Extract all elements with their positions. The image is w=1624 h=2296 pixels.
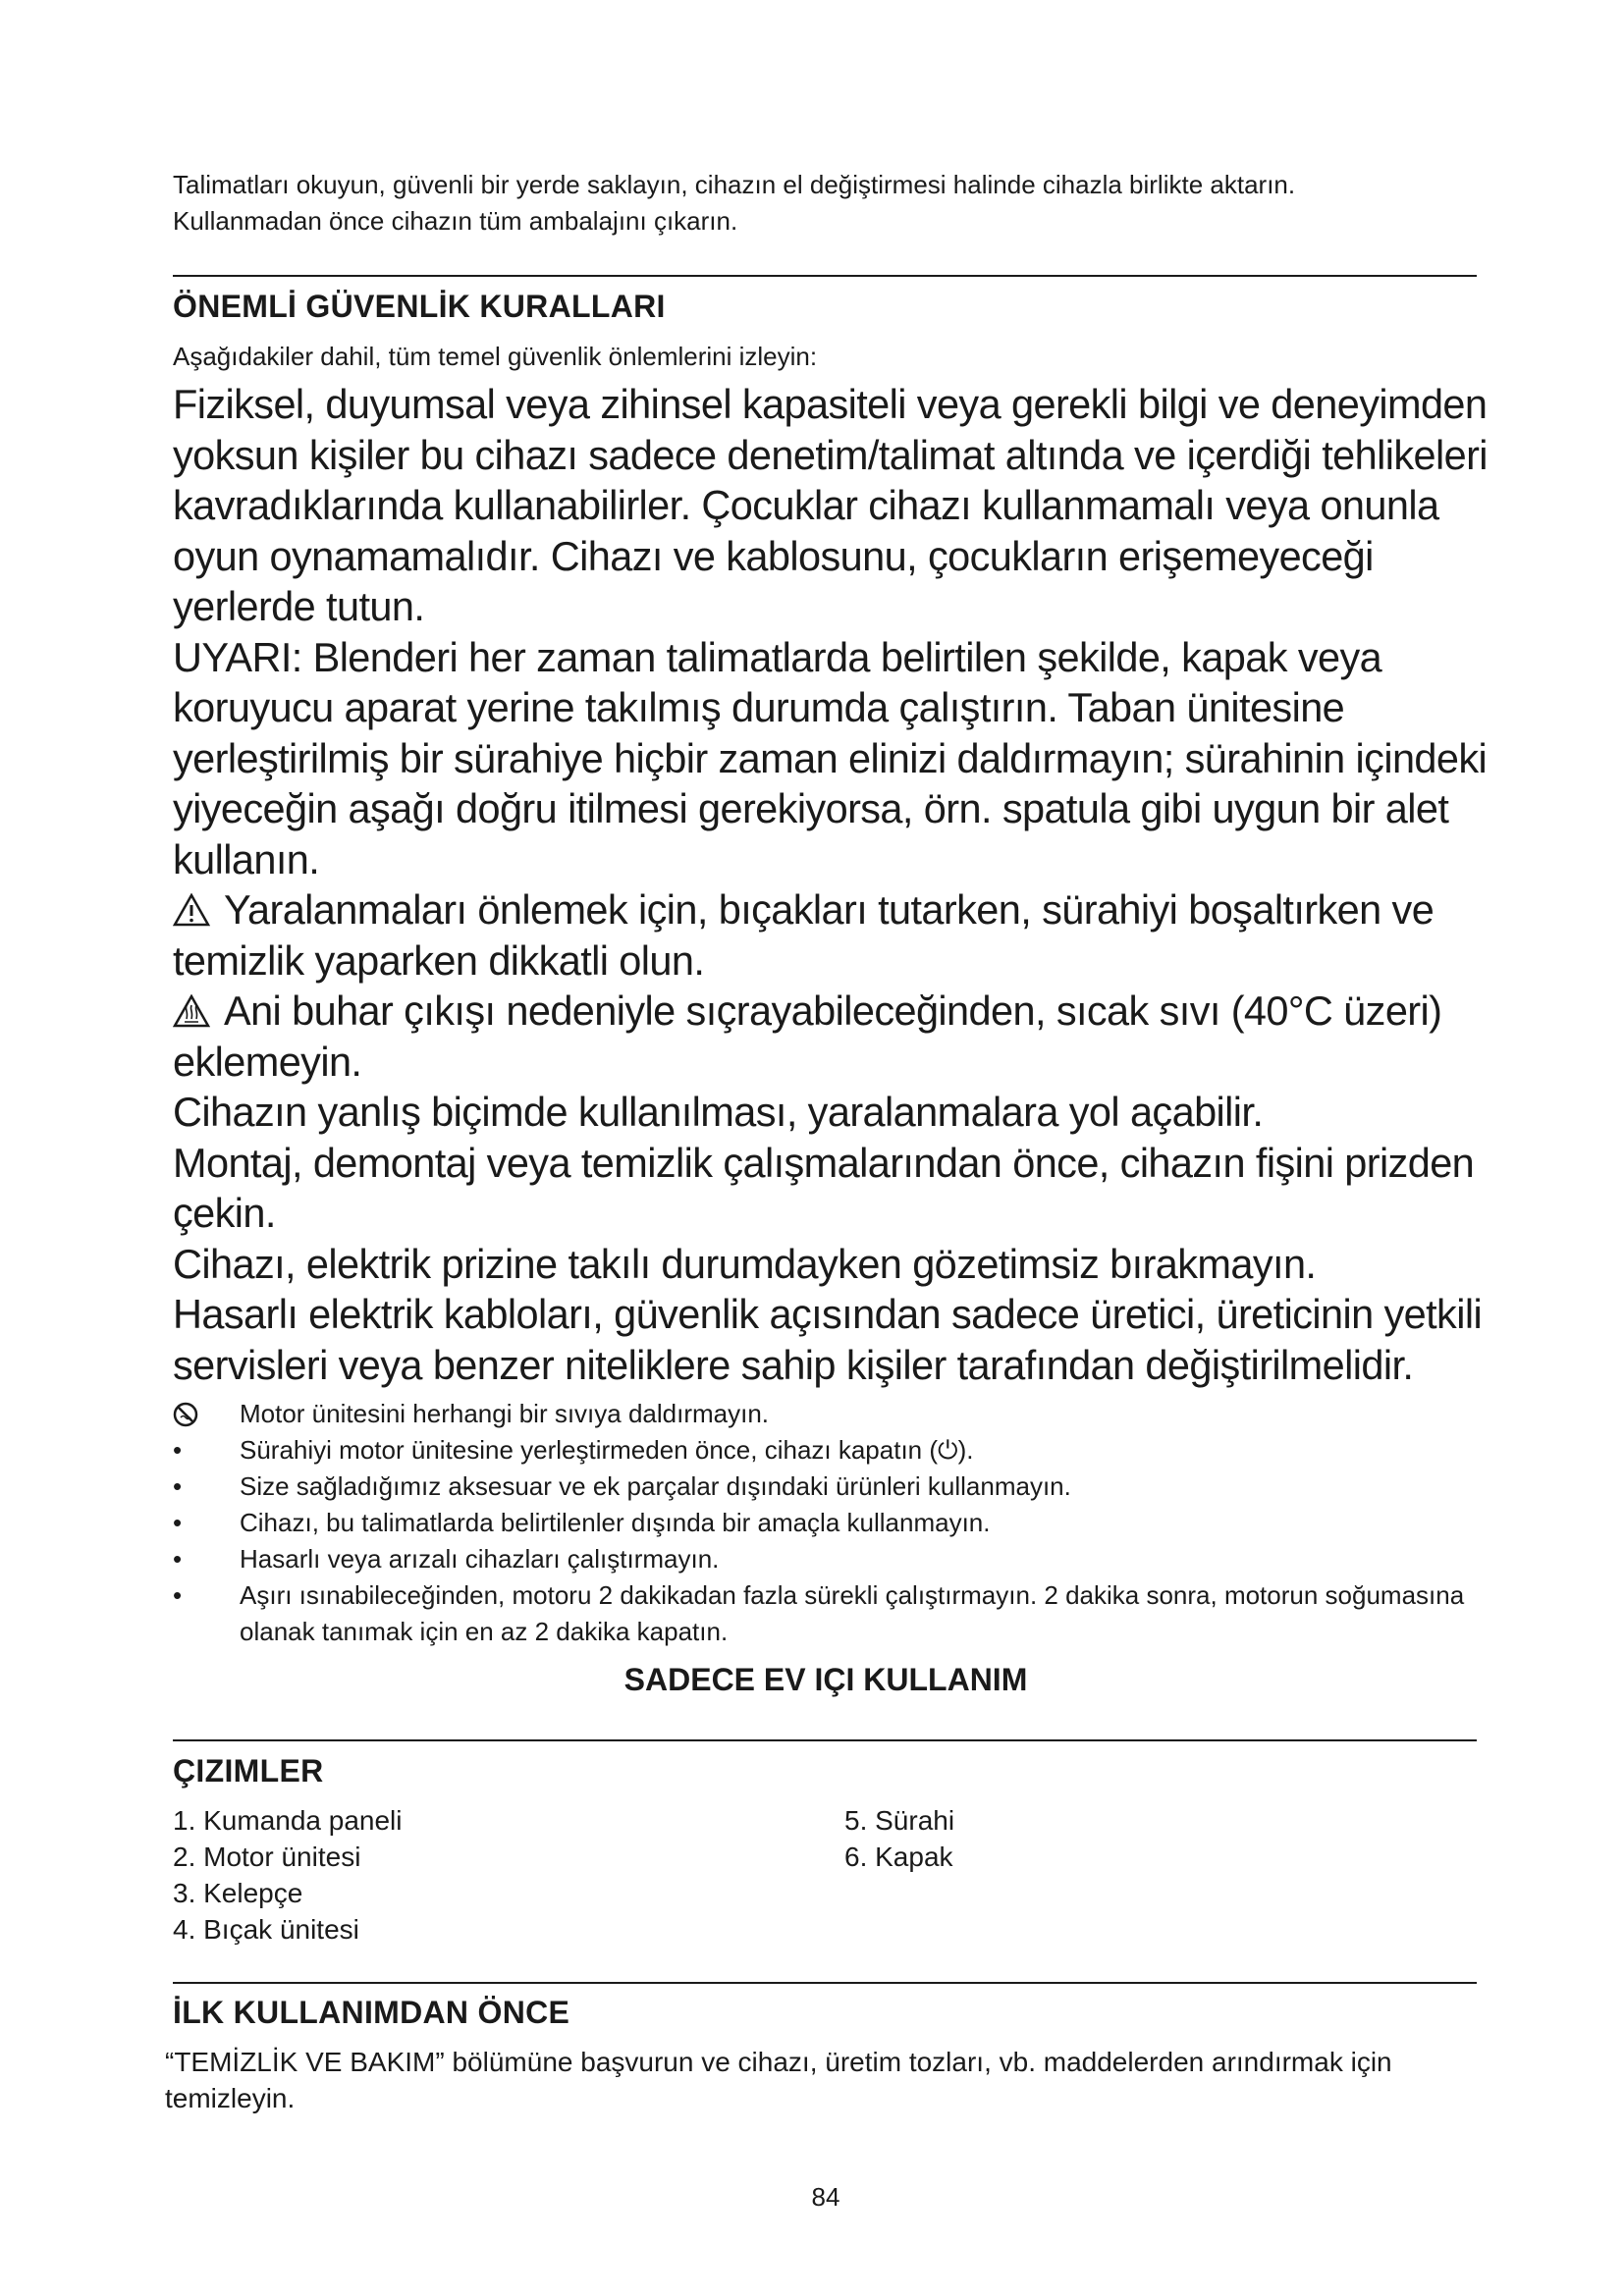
list-item-text: Aşırı ısınabileceğinden, motoru 2 dakikadan fazla sürekli çalıştırmayın. 2 dakika sonra, motorun soğumasına olanak tanımak için en az 2 dakika kapatın. [240,1580,1465,1646]
list-item-text: Cihazı, bu talimatlarda belirtilenler dışında bir amaçla kullanmayın. [240,1508,991,1537]
list-item [173,1541,1479,1577]
warning-triangle-icon [173,893,210,927]
page-number: 84 [811,2182,840,2212]
list-item-text: Motor ünitesini herhangi bir sıvıya daldırmayın. [240,1399,770,1428]
divider [173,1982,1477,1984]
bullet: • [173,1508,183,1537]
list-item-text: Size sağladığımız aksesuar ve ek parçalar dışındaki ürünleri kullanmayın. [240,1471,1071,1501]
part-item: 4. Bıçak ünitesi [173,1914,359,1945]
safety-list [173,1396,1479,1650]
list-item [173,1468,1479,1505]
parts-list-right [844,1802,954,1875]
safety-warnings [173,379,1489,1390]
safety-subtext: Aşağıdakiler dahil, tüm temel güvenlik önlemlerini izleyin: [173,342,818,371]
list-item [173,1577,1479,1650]
drawings-heading: ÇIZIMLER [173,1753,324,1789]
parts-list-left [173,1802,403,1948]
warning-paragraph [173,986,1489,1087]
no-immerse-icon [173,1402,198,1427]
first-use-heading: İLK KULLANIMDAN ÖNCE [173,1995,570,2030]
list-item-text: Hasarlı veya arızalı cihazları çalıştırmayın. [240,1544,720,1574]
divider [173,1739,1477,1741]
warning-paragraph: Hasarlı elektrik kabloları, güvenlik açısından sadece üretici, üreticinin yetkili servisleri veya benzer niteliklere sahip kişiler tarafından değiştirilmelidir. [173,1291,1483,1388]
list-item-text: Sürahiyi motor ünitesine yerleştirmeden önce, cihazı kapatın (⏻). [240,1435,974,1465]
divider [173,275,1477,277]
part-item: 5. Sürahi [844,1805,955,1836]
part-item: 2. Motor ünitesi [173,1842,361,1872]
warning-paragraph [173,884,1489,986]
warning-text: Ani buhar çıkışı nedeniyle sıçrayabileceğinden, sıcak sıvı (40°C üzeri) eklemeyin. [173,988,1442,1085]
part-item: 6. Kapak [844,1842,953,1872]
list-item [173,1432,1479,1468]
list-item [173,1505,1479,1541]
bullet: • [173,1580,183,1610]
warning-text: Yaralanmaları önlemek için, bıçakları tutarken, sürahiyi boşaltırken ve temizlik yaparken dikkatli olun. [173,886,1435,984]
bullet: • [173,1471,183,1501]
warning-paragraph: Fiziksel, duyumsal veya zihinsel kapasiteli veya gerekli bilgi ve deneyimden yoksun kişiler bu cihazı sadece denetim/talimat altında ve içerdiği tehlikeleri kavradıklarında kullanabilirler. Çocuklar cihazı kullanmamalı veya onunla oyun oynamamalıdır. Cihazı ve kablosunu, çocukların erişemeyeceği yerlerde tutun. [173,381,1488,629]
part-item: 3. Kelepçe [173,1878,303,1908]
bullet: • [173,1544,183,1574]
safety-heading: ÖNEMLİ GÜVENLİK KURALLARI [173,289,666,324]
intro-line-2: Kullanmadan önce cihazın tüm ambalajını çıkarın. [173,206,738,236]
bullet: • [173,1435,183,1465]
warning-paragraph: Cihazı, elektrik prizine takılı durumdayken gözetimsiz bırakmayın. [173,1240,1317,1287]
list-item [173,1396,1479,1432]
warning-paragraph: Cihazın yanlış biçimde kullanılması, yaralanmalara yol açabilir. [173,1089,1264,1135]
household-use-heading: SADECE EV IÇI KULLANIM [623,1662,1028,1697]
first-use-text: “TEMİZLİK VE BAKIM” bölümüne başvurun ve cihazı, üretim tozları, vb. maddelerden arındırmak için temizleyin. [165,2047,1392,2113]
intro-text [173,167,1295,240]
warning-paragraph: Montaj, demontaj veya temizlik çalışmalarından önce, cihazın fişini prizden çekin. [173,1139,1475,1236]
intro-line-1: Talimatları okuyun, güvenli bir yerde saklayın, cihazın el değiştirmesi halinde cihazla birlikte aktarın. [173,170,1296,199]
part-item: 1. Kumanda paneli [173,1805,403,1836]
warning-paragraph: UYARI: Blenderi her zaman talimatlarda belirtilen şekilde, kapak veya koruyucu aparat yerine takılmış durumda çalıştırın. Taban ünitesine yerleştirilmiş bir sürahiye hiçbir zaman elinizi daldırmayın; sürahinin içindeki yiyeceğin aşağı doğru itilmesi gerekiyorsa, örn. spatula gibi uygun bir alet kullanın. [173,633,1488,882]
hot-surface-icon [173,994,210,1028]
